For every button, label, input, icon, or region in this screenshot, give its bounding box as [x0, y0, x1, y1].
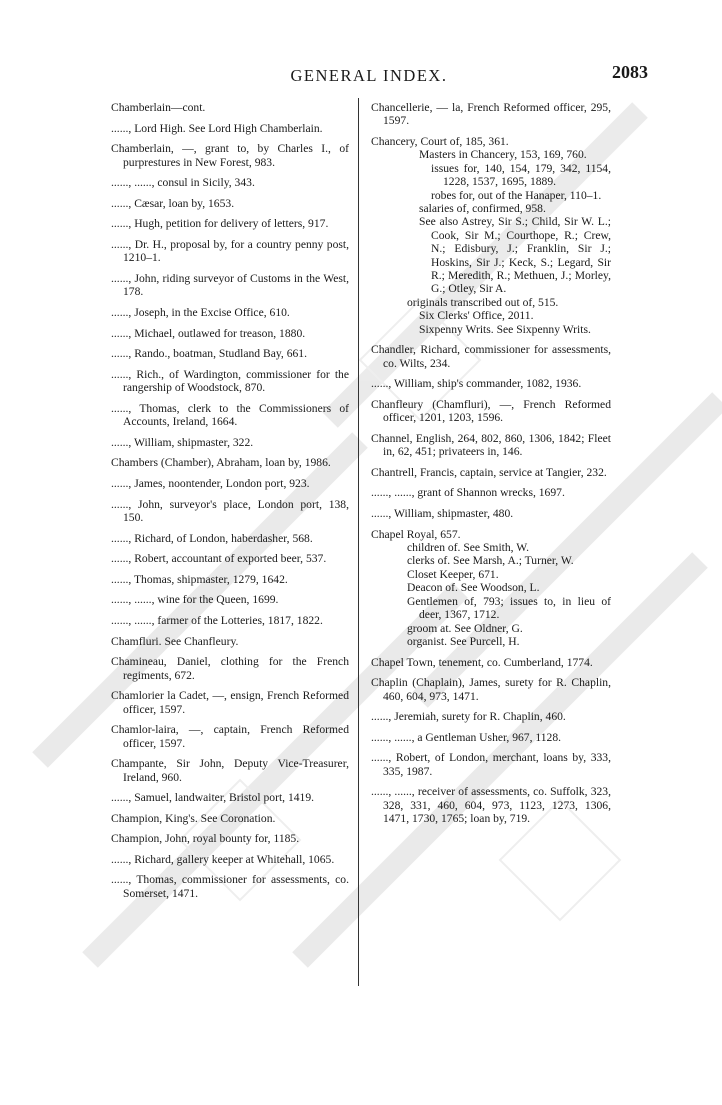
index-entry: Chamlorier la Cadet, —, ensign, French Reformed officer, 1597.	[111, 689, 349, 716]
index-subentry: Sixpenny Writs. See Sixpenny Writs.	[419, 322, 591, 336]
index-subentry: Six Clerks' Office, 2011.	[419, 309, 534, 323]
page-header	[110, 62, 648, 92]
index-subentry: groom at. See Oldner, G.	[407, 621, 523, 635]
index-entry: ......, Thomas, commissioner for assessments, co. Somerset, 1471.	[111, 873, 349, 900]
index-subentry: Deacon of. See Woodson, L.	[407, 581, 540, 595]
index-entry: Chamberlain—cont.	[111, 101, 206, 114]
index-entry: ......, William, shipmaster, 322.	[111, 435, 254, 449]
index-entry: Chamineau, Daniel, clothing for the French regiments, 672.	[111, 655, 349, 682]
index-subentry: organist. See Purcell, H.	[407, 634, 520, 648]
index-entry: Channel, English, 264, 802, 860, 1306, 1842; Fleet in, 62, 451; privateers in, 146.	[371, 431, 611, 459]
index-entry: Chamlor-laira, —, captain, French Reformed officer, 1597.	[111, 723, 349, 750]
index-entry: ......, ......, farmer of the Lotteries, 1817, 1822.	[111, 613, 323, 627]
index-entry: Chamberlain, —, grant to, by Charles I., of purprestures in New Forest, 983.	[111, 142, 349, 169]
index-entry: ......, ......, consul in Sicily, 343.	[111, 176, 255, 190]
index-entry: Chaplin (Chaplain), James, surety for R. Chaplin, 460, 604, 973, 1471.	[371, 676, 611, 703]
index-entry: ......, Samuel, landwaiter, Bristol port, 1419.	[111, 791, 315, 805]
index-entry: ......, Robert, of London, merchant, loans by, 333, 335, 1987.	[371, 751, 611, 778]
index-entry: Champante, Sir John, Deputy Vice-Treasurer, Ireland, 960.	[111, 757, 349, 784]
index-subentry: clerks of. See Marsh, A.; Turner, W.	[407, 554, 574, 568]
index-entry: ......, Michael, outlawed for treason, 1880.	[111, 326, 306, 340]
index-entry: ......, ......, grant of Shannon wrecks, 1697.	[371, 486, 565, 500]
right-column	[371, 101, 611, 833]
index-entry: ......, John, riding surveyor of Customs in the West, 178.	[111, 271, 349, 299]
index-entry: ......, James, noontender, London port, 923.	[111, 476, 310, 490]
index-subentry: robes for, out of the Hanaper, 110–1.	[431, 188, 602, 202]
page-number: 2083	[612, 62, 648, 82]
index-subentry: Closet Keeper, 671.	[407, 567, 499, 581]
index-entry: Chancellerie, — la, French Reformed officer, 295, 1597.	[371, 101, 611, 128]
index-entry: ......, William, ship's commander, 1082, 1936.	[371, 377, 582, 391]
index-entry: ......, Jeremiah, surety for R. Chaplin, 460.	[371, 710, 566, 724]
index-entry: ......, Rich., of Wardington, commissioner for the rangership of Woodstock, 870.	[111, 367, 349, 395]
index-entry: ......, Robert, accountant of exported beer, 537.	[111, 552, 327, 566]
index-subentry: children of. See Smith, W.	[407, 541, 530, 555]
index-entry: ......, John, surveyor's place, London port, 138, 150.	[111, 497, 349, 524]
index-subentry: originals transcribed out of, 515.	[407, 295, 559, 309]
running-title: GENERAL INDEX.	[290, 66, 448, 85]
left-column	[111, 101, 349, 907]
index-subentry: salaries of, confirmed, 958.	[419, 202, 546, 216]
index-subentry: issues for, 140, 154, 179, 342, 1154, 1228, 1537, 1695, 1889.	[431, 161, 611, 189]
index-entry: ......, Thomas, clerk to the Commissioners of Accounts, Ireland, 1664.	[111, 401, 349, 429]
index-entry: ......, Richard, gallery keeper at Whitehall, 1065.	[111, 852, 335, 866]
index-entry: ......, ......, wine for the Queen, 1699.	[111, 593, 279, 607]
index-subentry: Masters in Chancery, 153, 169, 760.	[419, 148, 587, 162]
index-subentry: See also Astrey, Sir S.; Child, Sir W. L.; Cook, Sir M.; Courthope, R.; Crew, N.; Edisbury, J.; Franklin, Sir J.; Hoskins, Sir J.; Keck, S.; Legard, Sir R.; Meredith, R.; Methuen, J.; Morley, G.; Otley, Sir A.	[419, 215, 611, 296]
index-entry: ......, Cæsar, loan by, 1653.	[111, 196, 235, 210]
index-entry: ......, Rando., boatman, Studland Bay, 661.	[111, 347, 308, 361]
index-entry: ......, ......, a Gentleman Usher, 967, 1128.	[371, 730, 562, 744]
index-entry: Champion, John, royal bounty for, 1185.	[111, 832, 300, 846]
index-entry: Champion, King's. See Coronation.	[111, 811, 276, 825]
index-entry: Chandler, Richard, commissioner for assessments, co. Wilts, 234.	[371, 343, 611, 370]
index-entry: Chancery, Court of, 185, 361.	[371, 135, 509, 148]
index-entry: ......, ......, receiver of assessments, co. Suffolk, 323, 328, 331, 460, 604, 973, 1123, 1273, 1306, 1471, 1730, 1765; loan by, 719.	[371, 785, 611, 826]
index-entry: ......, William, shipmaster, 480.	[371, 507, 514, 521]
index-entry: Chambers (Chamber), Abraham, loan by, 1986.	[111, 456, 331, 470]
index-entry: ......, Hugh, petition for delivery of letters, 917.	[111, 217, 329, 231]
index-entry: ......, Richard, of London, haberdasher, 568.	[111, 531, 313, 545]
index-entry: Chantrell, Francis, captain, service at Tangier, 232.	[371, 465, 607, 479]
index-entry: ......, Dr. H., proposal by, for a country penny post, 1210–1.	[111, 237, 349, 265]
index-entry: Chanfleury (Chamfluri), —, French Reformed officer, 1201, 1203, 1596.	[371, 397, 611, 425]
index-entry: Chamfluri. See Chanfleury.	[111, 634, 239, 648]
index-entry: ......, Joseph, in the Excise Office, 610.	[111, 305, 290, 319]
index-entry: ......, Lord High. See Lord High Chamberlain.	[111, 121, 323, 135]
column-divider	[358, 98, 359, 986]
index-entry: ......, Thomas, shipmaster, 1279, 1642.	[111, 572, 288, 586]
index-subentry: Gentlemen of, 793; issues to, in lieu of deer, 1367, 1712.	[407, 594, 611, 622]
index-entry: Chapel Town, tenement, co. Cumberland, 1774.	[371, 655, 593, 669]
index-entry: Chapel Royal, 657.	[371, 527, 461, 541]
